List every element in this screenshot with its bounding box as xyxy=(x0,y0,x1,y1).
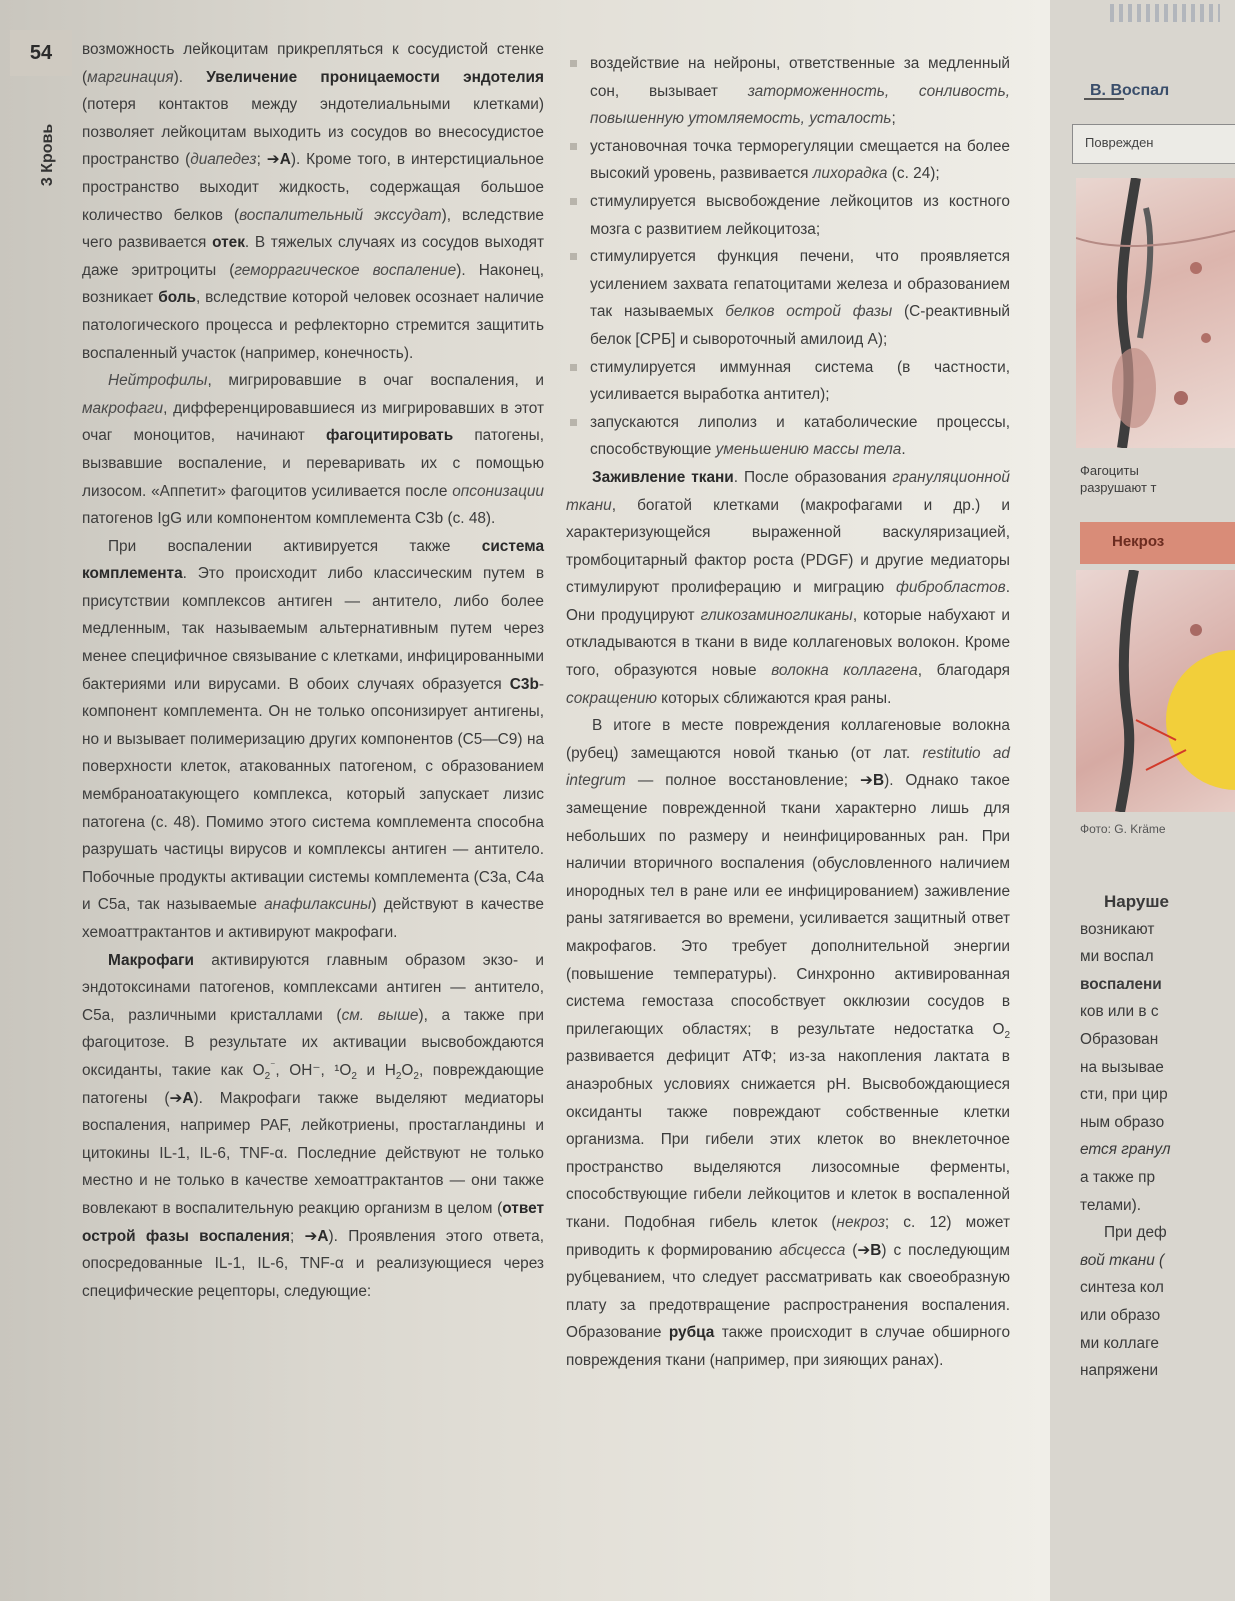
text-line: или образо xyxy=(1080,1306,1161,1324)
text-span: абсцесса xyxy=(779,1241,846,1259)
text-line: Наруше xyxy=(1104,892,1169,911)
text-span: 2 xyxy=(395,1071,402,1083)
text-line: возникают xyxy=(1080,920,1155,938)
text-span: уменьшению массы тела xyxy=(715,441,902,459)
decorative-dots xyxy=(1110,4,1220,22)
text-line: воспалени xyxy=(1080,975,1162,993)
text-column-right xyxy=(566,50,1010,1375)
paragraph: Нейтрофилы, мигрировавшие в очаг воспаления, и макрофаги, дифференцировавшиеся из мигрировавших в этот очаг моноцитов, начинают фагоцитировать патогены, вызвавшие воспаление, и переваривать их с помощью лизосом. «Аппетит» фагоцитов усиливается после опсонизации патогенов IgG или компонентом комплемента C3b (с. 48). xyxy=(82,372,544,528)
text-span: 2 xyxy=(1004,1029,1010,1041)
chapter-tab-label: 3 Кровь xyxy=(39,123,57,187)
paragraph: В итоге в месте повреждения коллагеновые волокна (рубец) замещаются новой тканью (от лат. restitutio ad integrum — полное восстановление; ➔B). Однако такое замещение поврежденной ткани характерно лишь для небольших по размеру и неинфицированных ран. При наличии вторичного воспаления (обусловленного наличием инородных тел в ране или ее инфицированием) заживление раны затягивается во времени, усиливается защитный ответ макрофагов. Это требует дополнительной энергии (повышение температуры). Синхронно активированная система гемостаза способствует окклюзии сосудов в прилегающих областях; в результате недостатка $O_2$ развивается дефицит АТФ; из-за накопления лактата в анаэробных условиях снижается pH. Высвобождающиеся оксиданты также повреждают собственные клетки организма. При гибели этих клеток во внеклеточное пространство выделяются лизосомные ферменты, способствующие гибели лейкоцитов и клеток в воспаленной ткани. Подобная гибель клеток (некроз; с. 12) может приводить к формированию абсцесса (➔B) с последующим рубцеванием, что следует рассматривать как своеобразную плату за предотвращение распространения воспаления. Образование рубца также происходит в случае обширного повреждения ткани (например, при зияющих ранах). xyxy=(566,717,1011,1369)
text-span: белков острой фазы xyxy=(725,303,893,321)
list-item: установочная точка терморегуляции смещается на более высокий уровень, развивается лихорадка (с. 24); xyxy=(566,133,1010,188)
text-span: волокна коллагена xyxy=(771,662,918,680)
acute-phase-list xyxy=(566,50,1010,464)
necrosis-label: Некроз xyxy=(1080,522,1235,564)
text-span: боль xyxy=(158,289,196,307)
text-span: ⁻ xyxy=(270,1060,276,1072)
list-item: стимулируется высвобождение лейкоцитов из костного мозга с развитием лейкоцитоза; xyxy=(566,188,1010,243)
text-span: воспалительный экссудат xyxy=(239,206,442,224)
text-span: фагоцитировать xyxy=(326,427,454,445)
text-span: restitutio ad integrum xyxy=(566,744,1010,790)
text-span: лихорадка xyxy=(812,165,888,183)
text-span: Нейтрофилы xyxy=(108,372,208,390)
text-column-left xyxy=(82,36,544,1305)
chapter-tab xyxy=(30,110,66,200)
paragraph: Заживление ткани. После образования грануляционной ткани, богатой клетками (макрофагами и др.) и характеризующейся выраженной васкуляризацией, тромбоцитарный фактор роста (PDGF) и другие медиаторы стимулируют пролиферацию и миграцию фибробластов. Они продуцируют гликозаминогликаны, которые набухают и откладываются в ткани в виде коллагеновых волокон. Кроме того, образуются новые волокна коллагена, благодаря сокращению которых сближаются края раны. xyxy=(566,468,1010,707)
text-line: синтеза кол xyxy=(1080,1279,1164,1297)
text-span: некроз xyxy=(836,1213,885,1231)
text-line: ется гранул xyxy=(1080,1141,1171,1159)
page-number: 54 xyxy=(10,30,72,76)
text-span: Увеличение проницаемости эндотелия xyxy=(206,68,544,86)
text-span: грануляционной ткани xyxy=(566,468,1010,514)
text-span: система комплемента xyxy=(82,537,544,583)
text-span: геморрагическое воспаление xyxy=(234,261,457,279)
list-item: стимулируется функция печени, что проявляется усилением захвата гепатоцитами железа и образованием так называемых белков острой фазы (C-реактивный белок [CРБ] и сывороточный амилоид A); xyxy=(566,243,1010,353)
list-item: запускаются липолиз и катаболические процессы, способствующие уменьшению массы тела. xyxy=(566,409,1010,464)
text-line: вой ткани ( xyxy=(1080,1251,1165,1269)
text-line: сти, при цир xyxy=(1080,1086,1168,1104)
text-span: маргинация xyxy=(87,68,174,86)
list-item: стимулируется иммунная система (в частности, усиливается выработка антител); xyxy=(566,354,1010,409)
text-span: ➔A xyxy=(266,151,291,169)
paragraph: Макрофаги активируются главным образом экзо- и эндотоксинами патогенов, комплексами антиген — антитело, C5a, различными кристаллами (см. выше), а также при фагоцитозе. В результате их активации высвобождаются оксиданты, такие как $O_2^{^-}$, OH⁻, $^1O_2$ и $H_2O_2$, повреждающие патогены (➔A). Макрофаги также выделяют медиаторы воспаления, например PAF, лейкотриены, простагландины и цитокины IL-1, IL-6, TNF-α. Последние действуют не только местно и не только в качестве хемоаттрактантов — они также вовлекают в воспалительную реакцию организм в целом (ответ острой фазы воспаления; ➔A). Проявления этого ответа, опосредованные IL-1, IL-6, TNF-α и реализующиеся через специфические рецепторы, следующие: xyxy=(82,951,544,1300)
text-line: При деф xyxy=(1104,1224,1167,1242)
text-span: 2 xyxy=(413,1071,419,1083)
text-span: ➔A xyxy=(169,1089,194,1107)
text-span: ➔B xyxy=(857,1241,882,1259)
paragraph: возможность лейкоцитам прикрепляться к сосудистой стенке (маргинация). Увеличение проницаемости эндотелия (потеря контактов между эндотелиальными клетками) позволяет лейкоцитам выходить из сосудов во внесосудистое пространство (диапедез; ➔A). Кроме того, в интерстициальное пространство выходит жидкость, содержащая большое количество белков (воспалительный экссудат), вследствие чего развивается отек. В тяжелых случаях из сосудов выходят даже эритроциты (геморрагическое воспаление). Наконец, возникает боль, вследствие которой человек осознает наличие патологического процесса и рефлекторно стремится защитить воспаленный участок (например, конечность). xyxy=(82,41,545,362)
text-line: телами). xyxy=(1080,1196,1142,1214)
text-span: гликозаминогликаны xyxy=(700,606,853,624)
text-span: макрофаги xyxy=(82,399,164,417)
hair-follicle-icon xyxy=(1076,178,1235,448)
list-item: воздействие на нейроны, ответственные за медленный сон, вызывает заторможенность, сонливость, повышенную утомляемость, усталость; xyxy=(566,50,1010,133)
text-span: заторможенность, сонливость, повышенную утомляемость, усталость xyxy=(590,82,1010,128)
text-line: напряжени xyxy=(1080,1362,1159,1380)
text-span: Макрофаги xyxy=(108,951,194,969)
text-span: отек xyxy=(212,234,245,252)
text-span: фибробластов xyxy=(896,579,1006,597)
photo-credit: Фото: G. Kräme xyxy=(1080,822,1166,836)
abscess-icon xyxy=(1076,570,1235,812)
paragraph: При воспалении активируется также система комплемента. Это происходит либо классическим путем в присутствии комплексов антиген — антитело, либо более медленным, так называемым альтернативным путем через менее специфичное связывание с клетками, инфицированными бактериями или вирусами. В обоих случаях образуется C3b-компонент комплемента. Он не только опсонизирует антигены, но и вызывает полимеризацию других компонентов (C5—C9) на поверхности клеток, атакованных патогеном, с образованием мембраноатакующего комплекса, который запускает лизис патогена (с. 48). Помимо этого система комплемента способна разрушать частицы вирусов и комплексы антиген — антитело. Побочные продукты активации системы комплемента (C3a, C4a и C5a, так называемые анафилаксины) действуют в качестве хемоаттрактантов и активируют макрофаги. xyxy=(82,537,544,941)
text-line: ми воспал xyxy=(1080,948,1154,966)
text-line: Образован xyxy=(1080,1030,1159,1048)
text-span: анафилаксины xyxy=(264,896,372,914)
facing-page-text xyxy=(1080,888,1235,1385)
phagocytes-caption: Фагоциты разрушают т xyxy=(1080,463,1157,495)
text-span: рубца xyxy=(668,1324,715,1342)
text-line: ков или в с xyxy=(1080,1003,1159,1021)
facing-page xyxy=(1050,0,1235,1601)
text-span: ➔A xyxy=(304,1227,329,1245)
text-span: ➔B xyxy=(860,772,885,790)
text-line: на вызывае xyxy=(1080,1058,1164,1076)
text-span: 2 xyxy=(351,1071,357,1083)
text-line: ми коллаге xyxy=(1080,1334,1159,1352)
text-span: Заживление ткани xyxy=(592,468,734,486)
tissue-illustration xyxy=(1076,178,1235,448)
text-span: 2 xyxy=(264,1071,271,1083)
text-span: ответ острой фазы воспаления xyxy=(82,1199,544,1245)
text-line: а также пр xyxy=(1080,1168,1156,1186)
text-span: C3b xyxy=(509,675,539,693)
damage-label-box: Поврежден xyxy=(1072,124,1235,164)
text-line: ным образо xyxy=(1080,1113,1165,1131)
figure-title: B. Воспал xyxy=(1090,82,1170,99)
necrosis-illustration xyxy=(1076,570,1235,812)
text-span: см. выше xyxy=(341,1006,419,1024)
text-span: опсонизации xyxy=(452,482,544,500)
text-span: сокращению xyxy=(566,689,657,707)
text-span: диапедез xyxy=(190,151,257,169)
